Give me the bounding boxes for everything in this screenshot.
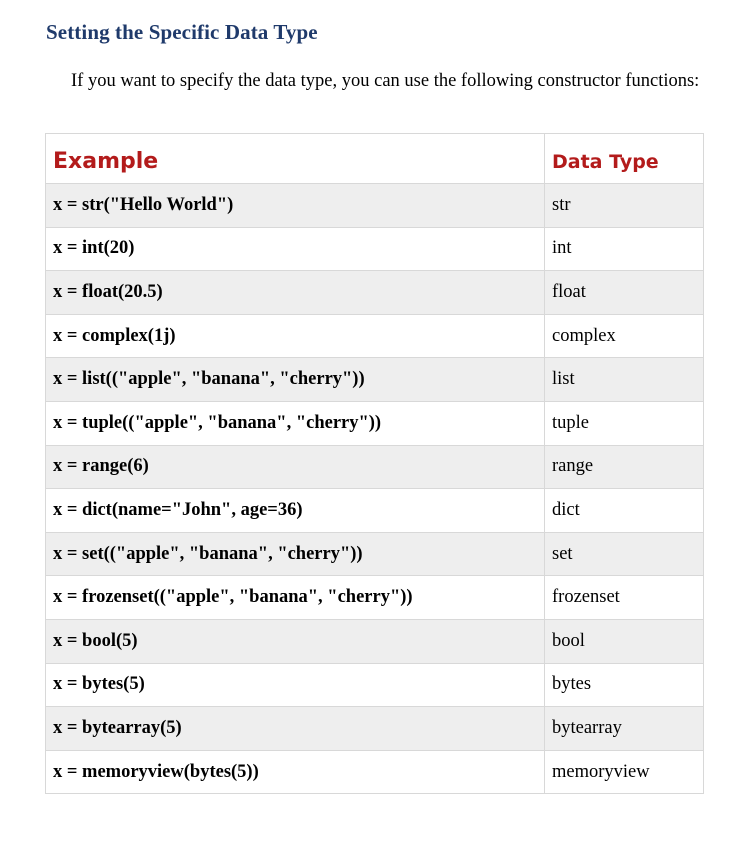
example-cell: x = frozenset(("apple", "banana", "cherry")) [46, 576, 545, 620]
table-row [46, 619, 704, 663]
table-row [46, 227, 704, 271]
data-type-cell: memoryview [545, 750, 704, 794]
data-type-cell: set [545, 532, 704, 576]
table-row [46, 358, 704, 402]
table-row [46, 532, 704, 576]
data-type-cell: range [545, 445, 704, 489]
example-cell: x = int(20) [46, 227, 545, 271]
table-row [46, 707, 704, 751]
table-row [46, 401, 704, 445]
data-type-cell: bool [545, 619, 704, 663]
data-type-cell: complex [545, 314, 704, 358]
data-type-cell: tuple [545, 401, 704, 445]
example-cell: x = bytearray(5) [46, 707, 545, 751]
example-cell: x = memoryview(bytes(5)) [46, 750, 545, 794]
table-header-row [46, 134, 704, 184]
example-cell: x = bool(5) [46, 619, 545, 663]
table-row [46, 576, 704, 620]
data-type-cell: dict [545, 489, 704, 533]
example-cell: x = str("Hello World") [46, 184, 545, 228]
example-cell: x = dict(name="John", age=36) [46, 489, 545, 533]
table-row [46, 750, 704, 794]
table-row [46, 663, 704, 707]
example-cell: x = bytes(5) [46, 663, 545, 707]
example-cell: x = complex(1j) [46, 314, 545, 358]
example-cell: x = float(20.5) [46, 271, 545, 315]
page-title: Setting the Specific Data Type [46, 20, 318, 44]
table-row [46, 445, 704, 489]
header-data-type: Data Type [545, 134, 704, 184]
intro-paragraph: If you want to specify the data type, you can use the following constructor functions: [71, 71, 700, 91]
table-row [46, 184, 704, 228]
table-row [46, 271, 704, 315]
data-type-cell: frozenset [545, 576, 704, 620]
data-type-cell: str [545, 184, 704, 228]
data-type-table [45, 133, 704, 794]
table-row [46, 314, 704, 358]
header-example: Example [46, 134, 545, 184]
example-cell: x = set(("apple", "banana", "cherry")) [46, 532, 545, 576]
data-type-cell: bytearray [545, 707, 704, 751]
example-cell: x = range(6) [46, 445, 545, 489]
example-cell: x = tuple(("apple", "banana", "cherry")) [46, 401, 545, 445]
example-cell: x = list(("apple", "banana", "cherry")) [46, 358, 545, 402]
data-type-cell: bytes [545, 663, 704, 707]
data-type-cell: int [545, 227, 704, 271]
data-type-cell: list [545, 358, 704, 402]
table-row [46, 489, 704, 533]
data-type-cell: float [545, 271, 704, 315]
